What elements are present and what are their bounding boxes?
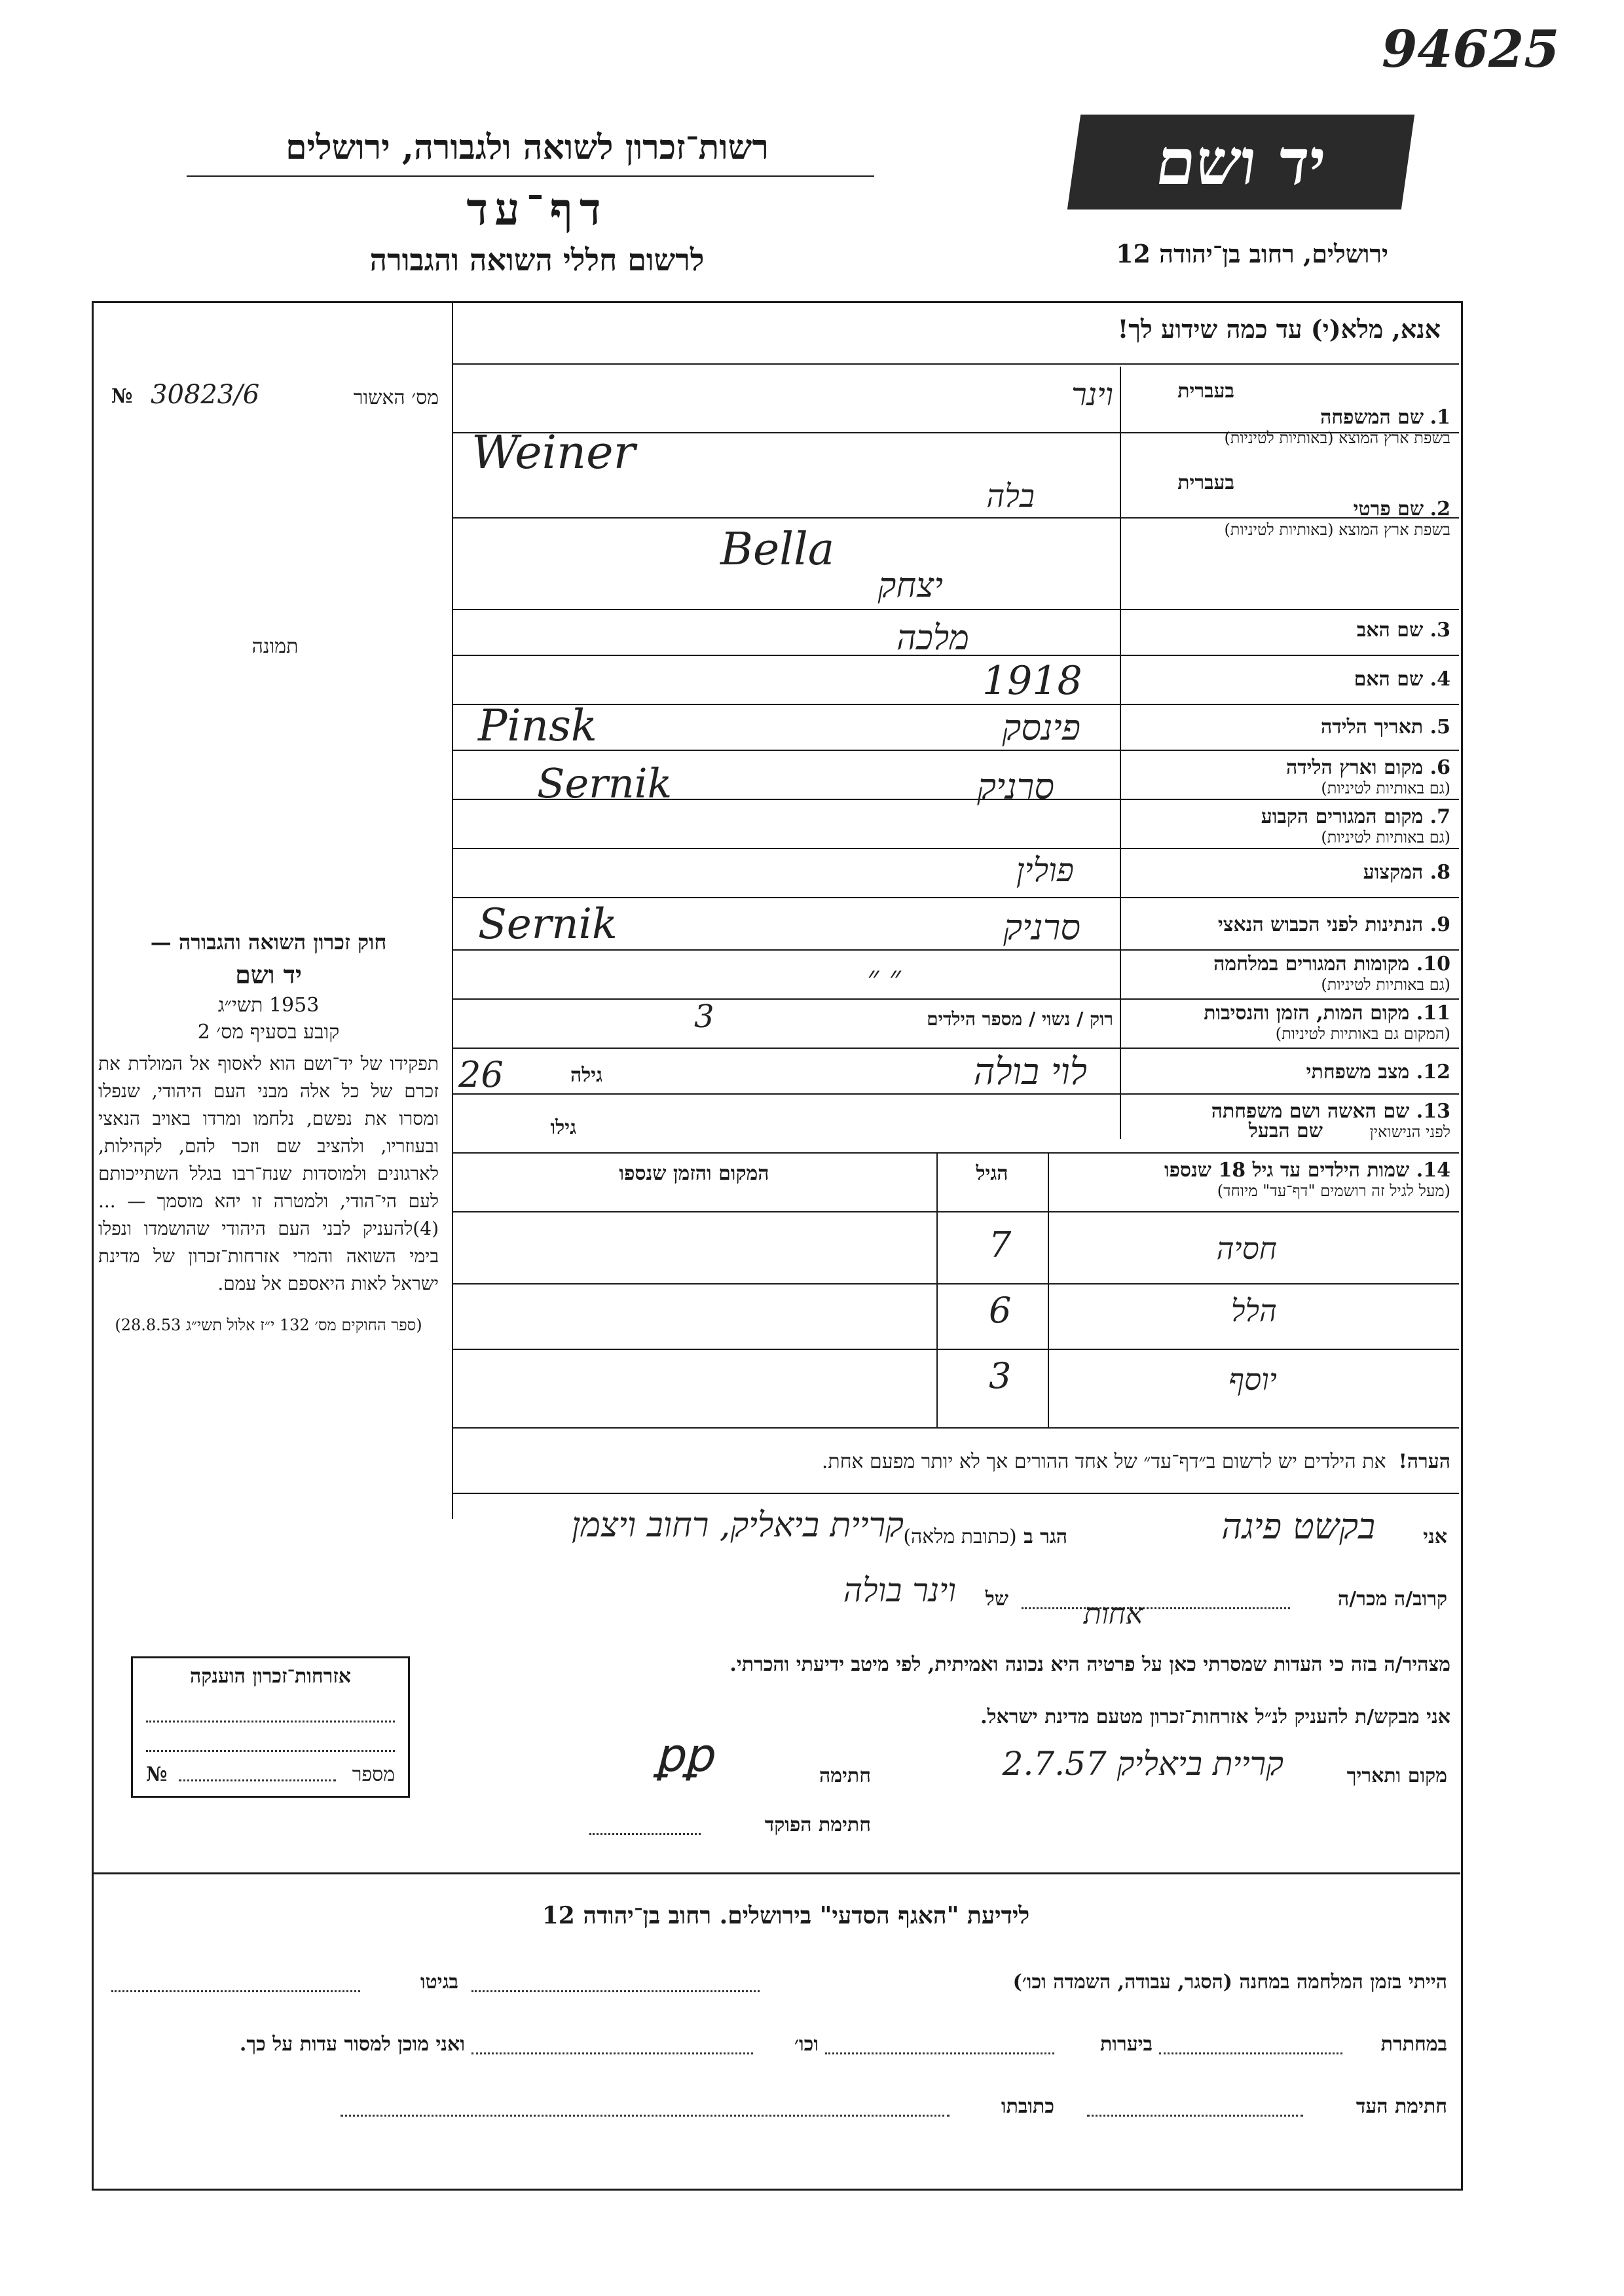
field-2 (1126, 471, 1450, 539)
children-sub: (מעל לגיל זה רושמים "דף־עד" מיוחד) (1217, 1182, 1450, 1200)
children-col-1 (936, 1152, 938, 1427)
declarant-address: קריית ביאליק, רחוב ויצמן (571, 1506, 904, 1545)
approval-value: 30823/6 (151, 380, 260, 410)
children-age-header: הגיל (976, 1162, 1008, 1185)
value-birth-date: 1918 (982, 658, 1082, 704)
field-11-label: מקום המות, הזמן והנסיבות (1204, 1002, 1410, 1025)
footer-line1-field (471, 1990, 760, 1992)
value-wife-name: לוי בולה (973, 1051, 1087, 1093)
citizenship-box (131, 1656, 410, 1798)
note-label: הערה! (1398, 1450, 1450, 1473)
field-3: 3. שם האב (1356, 619, 1450, 642)
field-11: 11. מקום המות, הזמן והנסיבות (המקום גם באותיות לטיניות) (1126, 1002, 1450, 1044)
value-wife-age: 26 (458, 1054, 504, 1095)
wife-age-label: גילה (570, 1064, 602, 1087)
marital-status-options: רוק / נשוי / מספר הילדים (927, 1008, 1113, 1030)
footer-line2-b: ביערות (1099, 2033, 1153, 2056)
value-mother: מלכה (896, 619, 969, 658)
footer-rule (92, 1872, 1460, 1874)
field-1-sub: בשפת ארץ המוצא (באותיות לטיניות) (1224, 429, 1450, 447)
children-row-rule-1 (452, 1283, 1459, 1285)
field-6-label: מקום וארץ הלידה (1285, 756, 1424, 779)
child-age-1: 7 (989, 1224, 1012, 1266)
rule-13 (452, 1093, 1459, 1095)
value-first-name-latin: Bella (720, 524, 835, 575)
value-death-place: ״ ״ (867, 959, 901, 996)
field-2-sub: בשפת ארץ המוצא (באותיות לטיניות) (1224, 520, 1450, 539)
field-12-label: מצב משפחתי (1306, 1061, 1410, 1084)
rule-12 (452, 1048, 1459, 1049)
field-4: 4. שם האם (1354, 668, 1450, 691)
footer-ghetto-field (111, 1990, 360, 1992)
value-residence-he: סרניק (977, 766, 1054, 807)
field-7-label: מקום המגורים הקבוע (1261, 805, 1424, 828)
field-12: 12. מצב משפחתי (1306, 1061, 1450, 1084)
yad-vashem-logo: יד ושם (1067, 115, 1414, 210)
rule-8 (452, 848, 1459, 849)
value-birthplace-latin: Pinsk (478, 701, 597, 751)
field-10-label: מקומות המגורים במלחמה (1213, 953, 1410, 975)
field-10: 10. מקומות המגורים במלחמה (גם באותיות לטיניות) (1126, 953, 1450, 994)
officer-signature-label: חתימת הפוקד (764, 1813, 871, 1836)
field-11-sub: (המקום גם באותיות לטיניות) (1275, 1025, 1450, 1043)
field-1-hebrew-tag: בעברית (1177, 380, 1234, 403)
declaration-text: מצהיר/ה בזה כי העדות שמסרתי כאן על פרטיה היא נכונה ואמיתית, לפי מיטב ידיעתי והכרתי. (729, 1653, 1450, 1676)
rule-11 (452, 998, 1459, 1000)
note-rule (452, 1493, 1459, 1494)
left-column-divider (452, 301, 453, 1519)
footer-line3-b: כתובתו (1001, 2095, 1054, 2118)
footer-address-field (341, 2115, 950, 2117)
field-9-label: הנתינות לפני הכבוש הנאצי (1217, 913, 1424, 936)
law-reference: (ספר החוקים מס׳ 132 י״ז אלול תשי״ג 28.8.53) (115, 1316, 422, 1334)
signature-label: חתימה (819, 1764, 871, 1787)
value-birthplace-he: פינסק (1002, 707, 1080, 748)
citizenship-number-label: מספר (352, 1763, 395, 1786)
value-family-name-he: וינר (1071, 376, 1113, 413)
citizenship-number-line (179, 1779, 336, 1781)
signature-mark: ꝑꝑ (655, 1728, 713, 1782)
relative-label: קרוב/ה מכר/ה (1338, 1588, 1447, 1611)
note-text: את הילדים יש לרשום ב״דף־עד״ של אחד ההורים אך לא יותר מפעם אחת. (821, 1450, 1386, 1473)
children-header-rule (452, 1211, 1459, 1212)
field-1-label: שם המשפחה (1320, 406, 1424, 429)
value-family-name-latin: Weiner (471, 426, 636, 479)
field-4-label: שם האם (1354, 668, 1424, 691)
footer-forest-field (825, 2052, 1054, 2054)
rule-10 (452, 949, 1459, 951)
child-age-3: 3 (989, 1355, 1012, 1396)
footer-title: לידיעת "האגף הסדעי" בירושלים. רחוב בן־יהודה 12 (542, 1902, 1030, 1929)
citizenship-line-2 (146, 1750, 395, 1752)
child-name-3: יוסף (1228, 1362, 1277, 1397)
declarant-residing-label: הגר ב (כתובת מלאה) (903, 1525, 1067, 1548)
footer-line3-a: חתימת העד (1356, 2095, 1447, 2118)
children-header: 14. שמות הילדים עד גיל 18 שנספו (מעל לגיל זה רושמים "דף־עד" מיוחד) (1054, 1159, 1450, 1201)
instructions: אנא, מלא(י) עד כמה שידוע לך! (1117, 314, 1441, 344)
field-husband: שם הבעל (1248, 1120, 1323, 1142)
photo-label: תמונה (251, 635, 299, 658)
children-place-header: המקום והזמן שנספו (619, 1162, 769, 1185)
law-clause: קובע בסעיף מס׳ 2 (197, 1021, 340, 1044)
field-6: 6. מקום וארץ הלידה (גם באותיות לטיניות) (1126, 756, 1450, 798)
declarant-relation: אחות (1083, 1597, 1143, 1631)
field-6-sub: (גם באותיות לטיניות) (1321, 779, 1450, 797)
footer-etc-field (471, 2052, 753, 2054)
child-age-2: 6 (989, 1290, 1012, 1331)
field-5-label: תאריך הלידה (1321, 716, 1424, 738)
value-nationality: פולין (1016, 851, 1074, 889)
child-name-1: חסיה (1216, 1231, 1277, 1266)
note-row (458, 1450, 1450, 1473)
footer-witness-signature-field (1087, 2115, 1303, 2117)
rule-9 (452, 897, 1459, 898)
form-title: דף־עד (466, 183, 608, 236)
authority-underline (187, 175, 874, 177)
field-1 (1126, 380, 1450, 448)
rule-5 (452, 704, 1459, 705)
field-3-label: שם האב (1356, 619, 1424, 642)
serial-number: 94625 (1382, 20, 1560, 79)
field-13-sub: לפני הנישואין (1369, 1123, 1450, 1141)
approval-prefix: № (111, 385, 133, 408)
field-2-hebrew-tag: בעברית (1177, 471, 1234, 494)
value-father: יצחק (877, 566, 943, 606)
footer-line1-a: הייתי בזמן המלחמה במחנה (הסגר, עבודה, השמדה וכו׳) (1012, 1971, 1447, 1994)
footer-underground-field (1159, 2052, 1342, 2054)
children-title: שמות הילדים עד גיל 18 שנספו (1164, 1159, 1410, 1182)
citizenship-number-prefix: № (146, 1763, 168, 1786)
footer-line2-a: במחתרת (1380, 2033, 1447, 2056)
law-title: חוק זכרון השואה והגבורה — (150, 930, 387, 955)
value-residence-latin: Sernik (537, 759, 673, 807)
form-subtitle: לרשום חללי השואה והגבורה (369, 242, 705, 278)
address-hint: (כתובת מלאה) (903, 1525, 1017, 1548)
header-address: ירושלים, רחוב בן־יהודה 12 (1116, 239, 1388, 268)
rule-6 (452, 750, 1459, 751)
footer-line2-d: ואני מוכן למסור עדות על כך. (239, 2033, 465, 2056)
field-13: 13. שם האשה ושם משפחתה לפני הנישואין (1126, 1100, 1450, 1142)
footer-line1-b: בגיטו (420, 1971, 458, 1994)
authority-title: רשות־זכרון לשואה ולגבורה, ירושלים (286, 128, 769, 168)
law-name: יד ושם (235, 960, 302, 989)
instructions-rule (452, 363, 1459, 365)
of-label: של (985, 1588, 1008, 1611)
field-5: 5. תאריך הלידה (1321, 716, 1450, 738)
field-7: 7. מקום המגורים הקבוע (גם באותיות לטיניות) (1126, 805, 1450, 847)
law-box (98, 930, 439, 1335)
field-10-sub: (גם באותיות לטיניות) (1321, 975, 1450, 994)
field-8: 8. המקצוע (1363, 861, 1450, 884)
declarant-of-name: וינר בולה (843, 1571, 956, 1609)
value-wartime-residence-latin: Sernik (478, 900, 618, 949)
rule-3 (452, 609, 1459, 610)
citizenship-line-1 (146, 1721, 395, 1722)
citizenship-title: אזרחות־זכרון הוענקה (189, 1665, 352, 1688)
place-date-label: מקום ותאריך (1346, 1764, 1447, 1787)
right-column-divider (1120, 367, 1121, 1139)
value-first-name-he: בלה (986, 478, 1035, 515)
children-row-rule-2 (452, 1349, 1459, 1350)
field-7-sub: (גם באותיות לטיניות) (1321, 828, 1450, 847)
field-1-num: 1. (1430, 406, 1450, 429)
children-row-rule-3 (452, 1427, 1459, 1429)
declarant-i-label: אני (1423, 1525, 1447, 1548)
field-2-num: 2. (1430, 498, 1450, 520)
field-8-label: המקצוע (1363, 861, 1424, 884)
child-name-2: הלל (1231, 1293, 1277, 1328)
rule-14 (452, 1152, 1459, 1154)
field-2-label: שם פרטי (1353, 498, 1424, 520)
field-13-label: שם האשה ושם משפחתה (1211, 1100, 1410, 1123)
field-9: 9. הנתינות לפני הכבוש הנאצי (1217, 913, 1450, 936)
declarant-name: בקשט פיגה (1221, 1506, 1375, 1547)
officer-signature-line (589, 1833, 701, 1835)
request-text: אני מבקש/ת להעניק לנ״ל אזרחות־זכרון מטעם מדינת ישראל. (980, 1705, 1450, 1728)
place-date-value: קריית ביאליק 2.7.57 (1002, 1745, 1283, 1783)
law-year: 1953 תשי״ג (217, 994, 320, 1017)
husband-age-label: גילו (550, 1116, 576, 1139)
approval-label: מס׳ האשור (353, 386, 439, 409)
value-wartime-residence-he: סרניק (1003, 907, 1080, 948)
law-body: תפקידו של יד־ושם הוא לאסוף אל המולדת את זכרם של כל אלה מבני העם היהודי, שנפלו ומסרו את נפשם, נלחמו ומרדו באויב הנאצי ובעוזריו, ולהציב שם וזכר להם, לקהילות, לארגונים ולמוסדות שנח־רבו בגלל השתייכותם לעם הי־הודי, ולמטרה זו יהא מוסמך — ...(4)להעניק לבני העם היהודי שהושמדו ונפלו בימי השואה והמרי אזרחות־זכרון של מדינת ישראל לאות היאספם אל עמם. (98, 1053, 439, 1294)
children-col-2 (1048, 1152, 1049, 1427)
footer-line2-c: וכו׳ (794, 2033, 819, 2056)
value-children-count: 3 (694, 998, 714, 1035)
